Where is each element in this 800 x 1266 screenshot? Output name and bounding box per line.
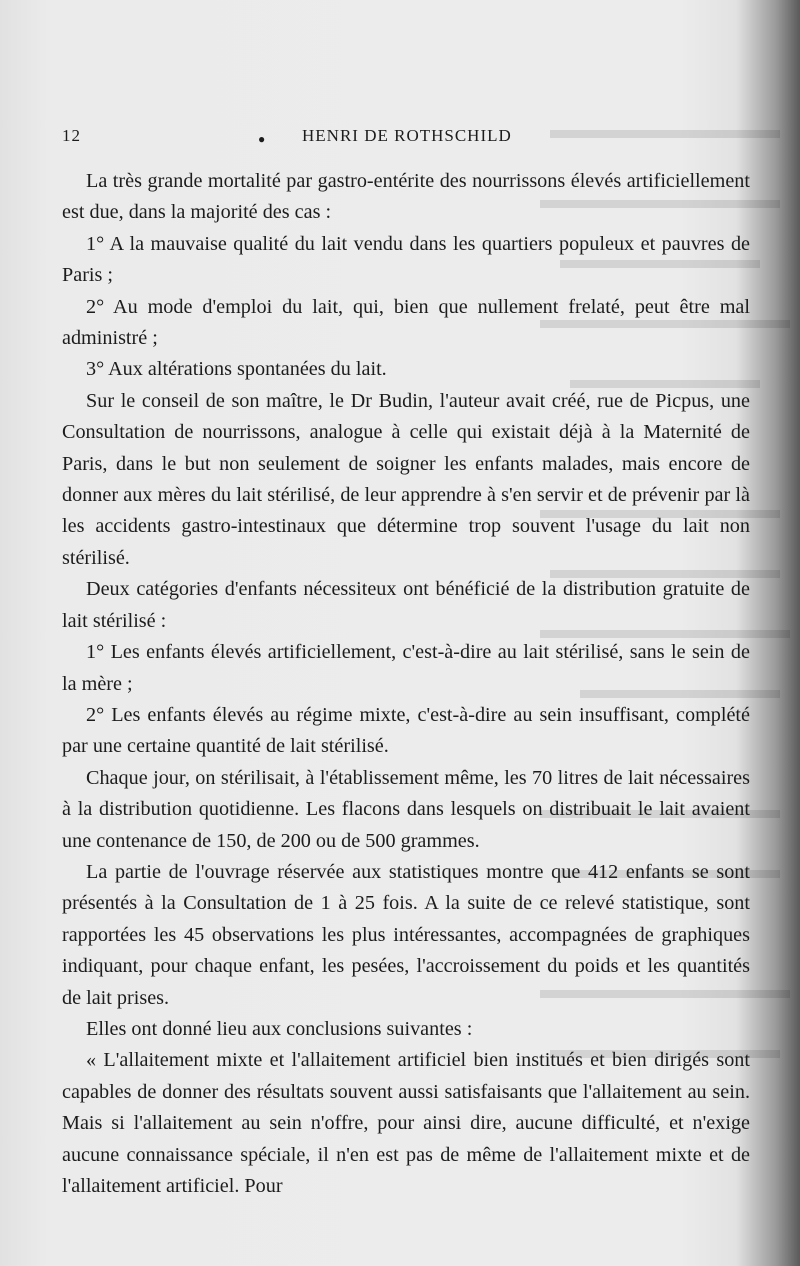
paragraph: 2° Au mode d'emploi du lait, qui, bien que nullement frelaté, peut être mal administré ; (62, 295, 750, 350)
page-number: 12 (62, 126, 81, 145)
paragraph: Sur le conseil de son maître, le Dr Budin, l'auteur avait créé, rue de Picpus, une Consultation de nourrissons, analogue à celle qui existait déjà à la Maternité de Paris, dans le but non seulement de soigner les enfants malades, mais encore de donner aux mères du lait stérilisé, de leur apprendre à s'en servir et de prévenir par là les accidents gastro-intestinaux que détermine trop souvent l'usage du lait non stérilisé. (62, 389, 750, 569)
ornament-dot-icon: ● (258, 132, 267, 146)
paragraph: Elles ont donné lieu aux conclusions suivantes : (86, 1017, 473, 1040)
paragraph: 1° A la mauvaise qualité du lait vendu dans les quartiers populeux et pauvres de Paris ; (62, 232, 750, 287)
paragraph: Chaque jour, on stérilisait, à l'établissement même, les 70 litres de lait nécessaires à la distribution quotidienne. Les flacons dans lesquels on distribuait le lait avaient une contenance de 150, de 200 ou de 500 grammes. (62, 766, 750, 852)
running-head: HENRI DE ROTHSCHILD (302, 126, 512, 145)
paragraph: 2° Les enfants élevés au régime mixte, c'est-à-dire au sein insuffisant, complété par une certaine quantité de lait stérilisé. (62, 703, 750, 758)
paragraph: La partie de l'ouvrage réservée aux statistiques montre que 412 enfants se sont présentés à la Consultation de 1 à 25 fois. A la suite de ce relevé statistique, sont rapportées les 45 observations les plus intéressantes, accompagnées de graphiques indiquant, pour chaque enfant, les pesées, l'accroissement du poids et les quantités de lait prises. (62, 860, 750, 1009)
paragraph: Deux catégories d'enfants nécessiteux ont bénéficié de la distribution gratuite de lait stérilisé : (62, 578, 750, 632)
page-header (62, 126, 750, 154)
paragraph: 1° Les enfants élevés artificiellement, c'est-à-dire au lait stérilisé, sans le sein de la mère ; (62, 641, 750, 695)
paragraph: La très grande mortalité par gastro-entérite des nourrissons élevés artificiellement est due, dans la majorité des cas : (62, 170, 750, 224)
paragraph: 3° Aux altérations spontanées du lait. (86, 358, 387, 381)
paragraph: « L'allaitement mixte et l'allaitement artificiel bien institués et bien dirigés sont capables de donner des résultats souvent aussi satisfaisants que l'allaitement au sein. Mais si l'allaitement au sein n'offre, pour ainsi dire, aucune difficulté, et n'exige aucune connaissance spéciale, il n'en est pas de même de l'allaitement mixte et de l'allaitement artificiel. Pour (62, 1049, 750, 1197)
body-text (62, 166, 750, 1202)
